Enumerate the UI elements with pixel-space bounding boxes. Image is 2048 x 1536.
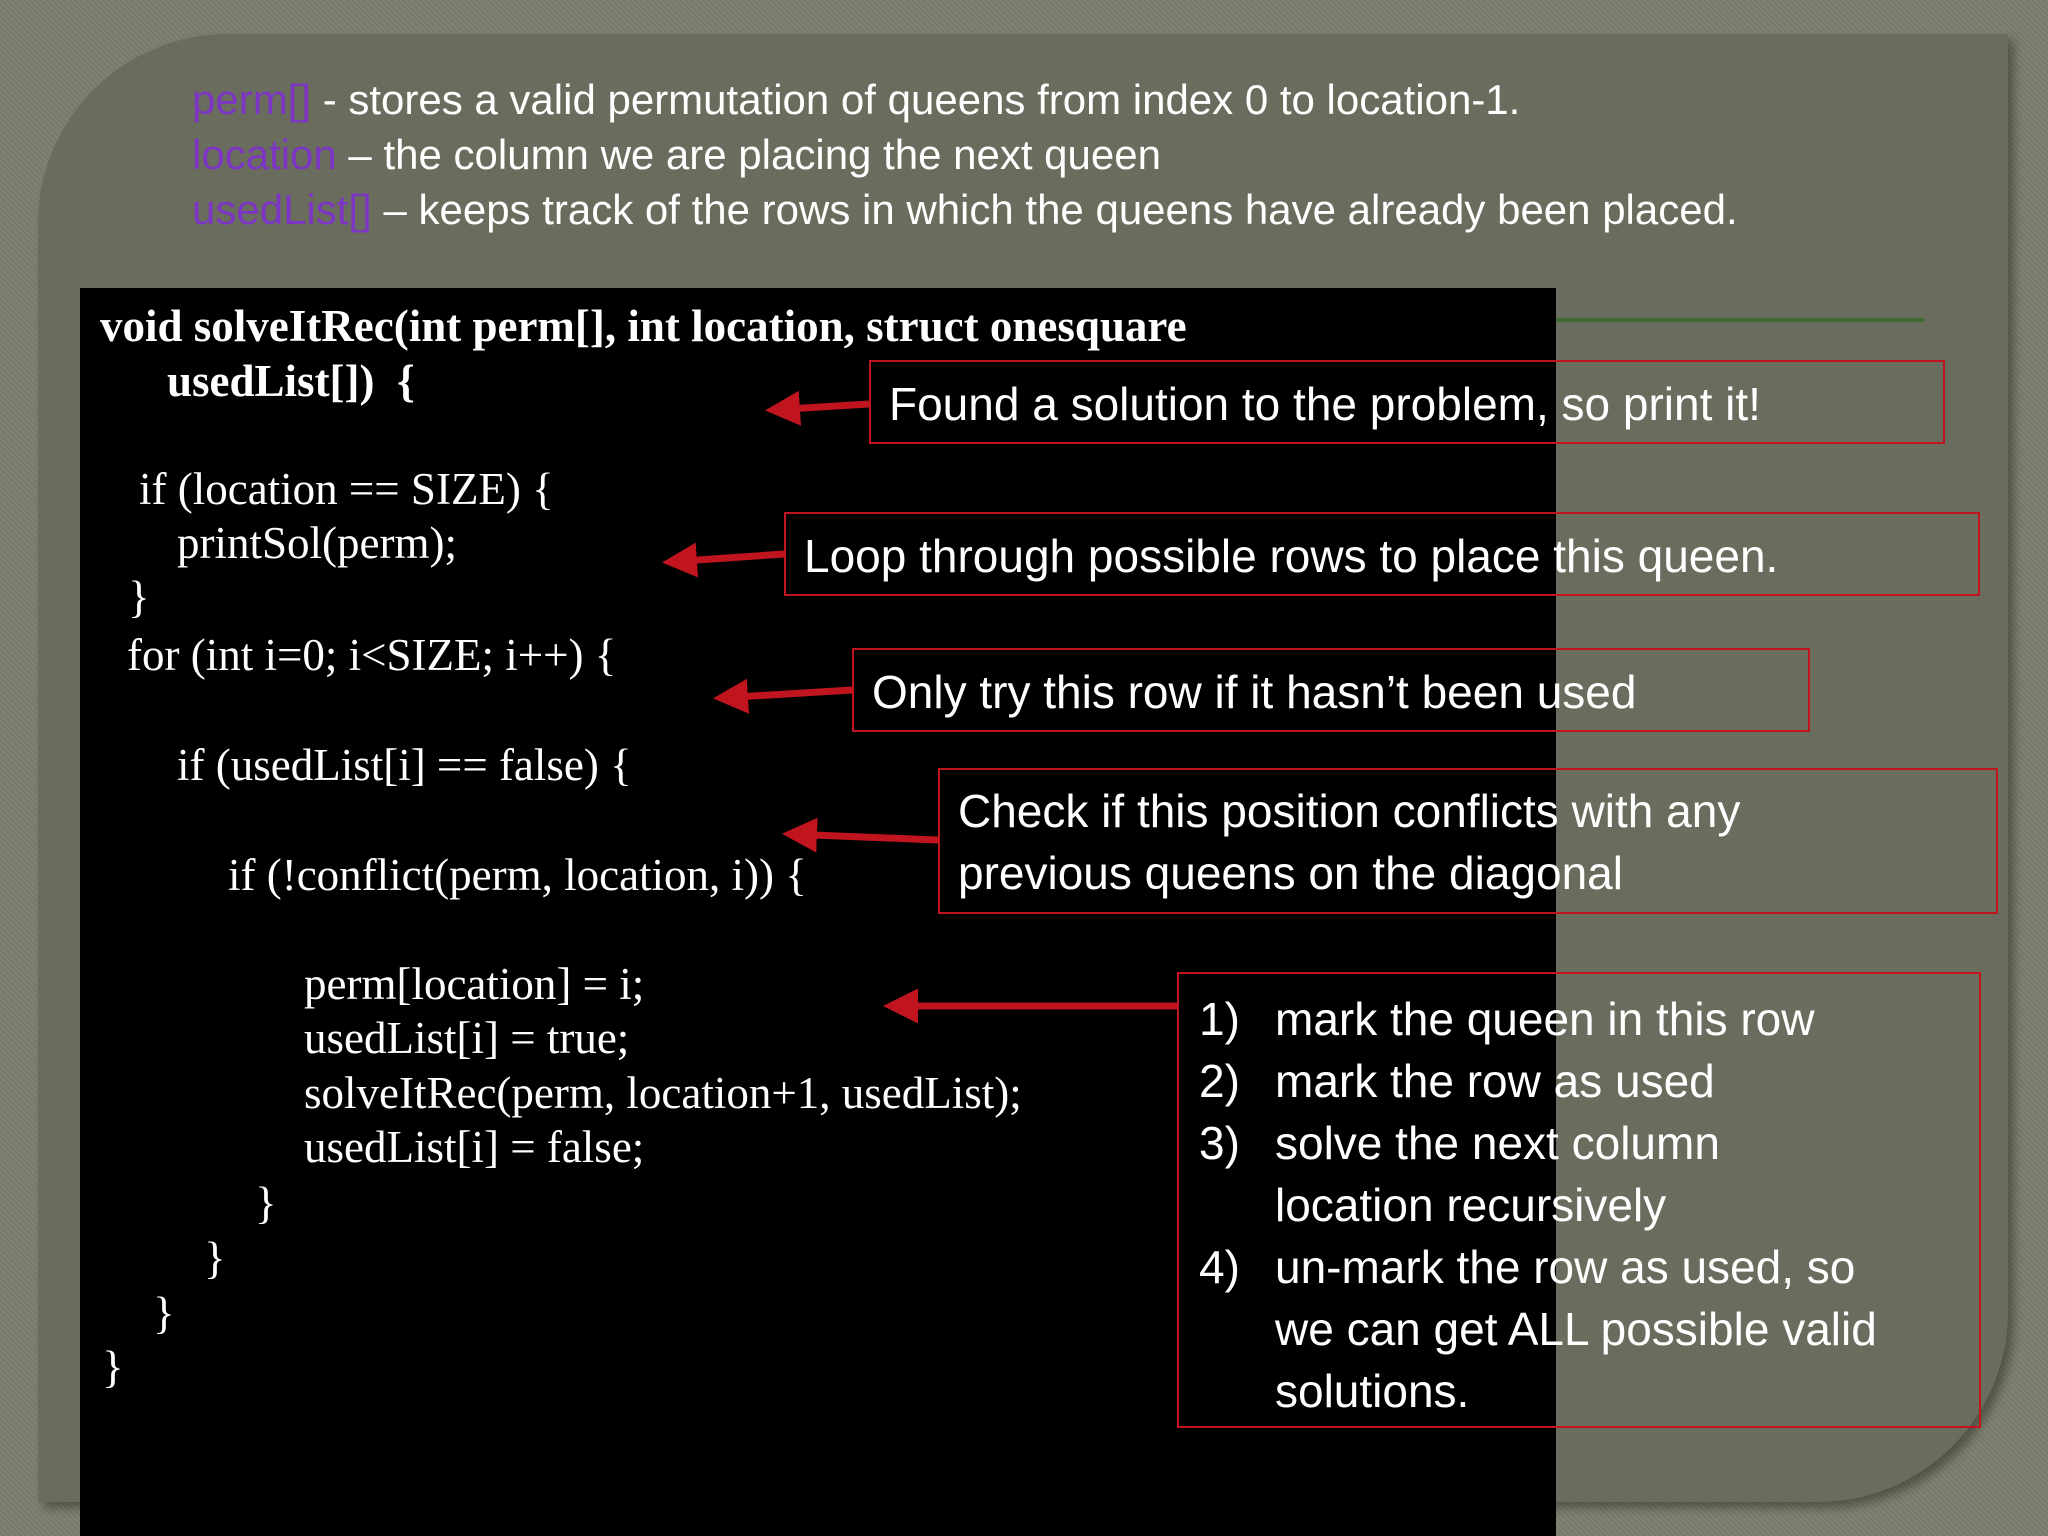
code-line: if (usedList[i] == false) { bbox=[177, 740, 632, 790]
step-line: un-mark the row as used, so bbox=[1275, 1241, 1856, 1293]
code-line: usedList[i] = false; bbox=[304, 1122, 645, 1172]
code-line: if (location == SIZE) { bbox=[139, 464, 554, 514]
term-location: location bbox=[192, 131, 337, 178]
step-line: location recursively bbox=[1275, 1179, 1667, 1231]
code-line: void solveItRec(int perm[], int location, struct onesquare bbox=[100, 301, 1187, 351]
code-line: if (!conflict(perm, location, i)) { bbox=[228, 850, 807, 900]
code-line: usedList[]) { bbox=[167, 356, 415, 406]
step-line: mark the row as used bbox=[1275, 1055, 1715, 1107]
step-line: solve the next column bbox=[1275, 1117, 1720, 1169]
step-line: solutions. bbox=[1275, 1365, 1470, 1417]
annotation-text: Found a solution to the problem, so print it! bbox=[889, 378, 1761, 430]
step-number: 2) bbox=[1199, 1055, 1240, 1107]
code-line: solveItRec(perm, location+1, usedList); bbox=[304, 1068, 1022, 1118]
code-line: } bbox=[255, 1178, 277, 1228]
step-number: 3) bbox=[1199, 1117, 1240, 1169]
arrow-conflict bbox=[789, 834, 938, 840]
code-line: } bbox=[153, 1288, 175, 1338]
step-number: 4) bbox=[1199, 1241, 1240, 1293]
definition-text: – keeps track of the rows in which the queens have already been placed. bbox=[371, 186, 1738, 233]
definition-text: - stores a valid permutation of queens from index 0 to location-1. bbox=[311, 76, 1521, 123]
term-perm: perm[] bbox=[192, 76, 312, 123]
code-line: } bbox=[128, 572, 150, 622]
arrow-unused bbox=[720, 690, 852, 698]
arrow-loop bbox=[669, 554, 784, 562]
annotation-text: Loop through possible rows to place this queen. bbox=[804, 530, 1779, 582]
annotation-text: Check if this position conflicts with any bbox=[958, 785, 1741, 837]
code-line: } bbox=[102, 1342, 124, 1392]
step-line: mark the queen in this row bbox=[1275, 993, 1815, 1045]
definition-text: – the column we are placing the next queen bbox=[336, 131, 1161, 178]
code-line: usedList[i] = true; bbox=[304, 1013, 630, 1063]
code-line: } bbox=[204, 1233, 226, 1283]
step-line: we can get ALL possible valid bbox=[1275, 1303, 1877, 1355]
code-line: printSol(perm); bbox=[177, 518, 457, 568]
code-line: perm[location] = i; bbox=[304, 959, 645, 1009]
arrow-print bbox=[772, 404, 869, 410]
annotation-text: Only try this row if it hasn’t been used bbox=[872, 666, 1637, 718]
code-line: for (int i=0; i<SIZE; i++) { bbox=[127, 630, 617, 680]
term-usedlist: usedList[] bbox=[192, 186, 372, 233]
annotation-text: previous queens on the diagonal bbox=[958, 847, 1623, 899]
step-number: 1) bbox=[1199, 993, 1240, 1045]
